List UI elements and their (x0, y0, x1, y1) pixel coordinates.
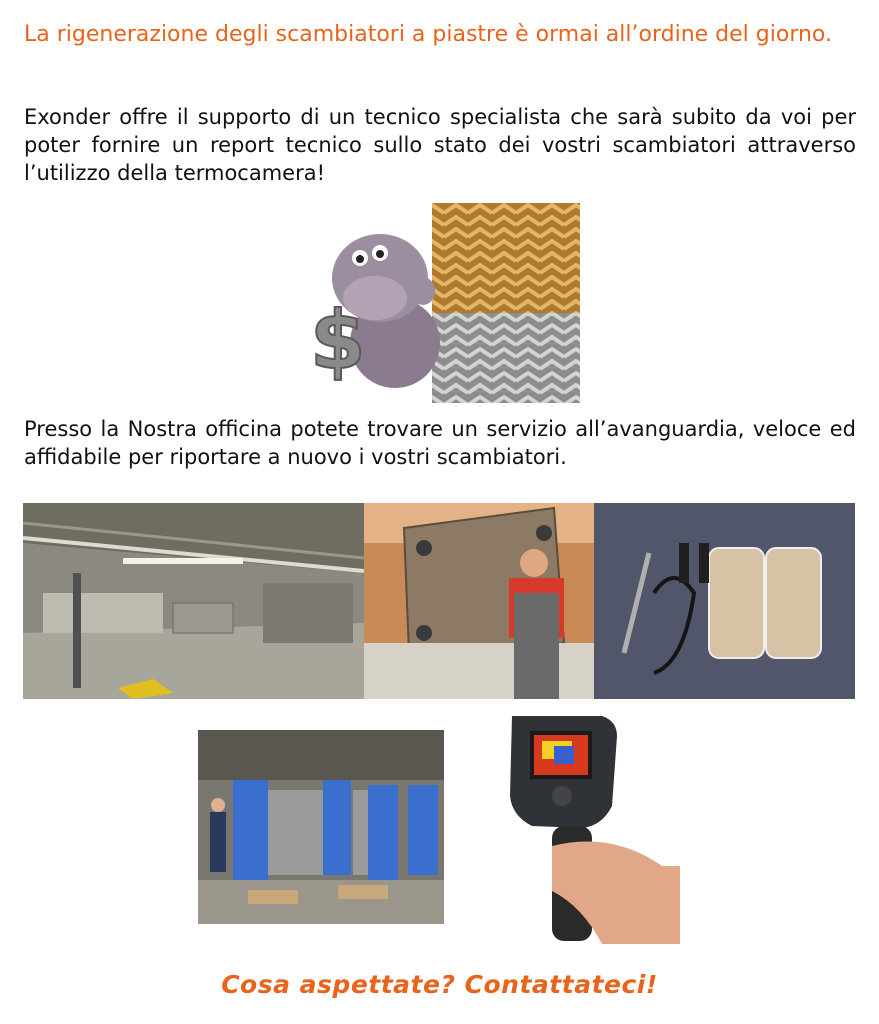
thermal-camera-image (492, 716, 680, 944)
headline: La rigenerazione degli scambiatori a piastre è ormai all’ordine del giorno. (24, 22, 832, 47)
hippo-dollar-plate-image (300, 203, 580, 403)
plates-gaskets-image (594, 503, 855, 699)
intro-paragraph: Exonder offre il supporto di un tecnico specialista che sarà subito da voi per poter fornire un report tecnico sullo stato dei vostri scambiatori attraverso l’utilizzo della termocamera! (24, 105, 856, 185)
call-to-action: Cosa aspettate? Contattateci! (221, 970, 658, 999)
service-paragraph: Presso la Nostra officina potete trovare un servizio all’avanguardia, veloce ed affidabile per riportare a nuovo i vostri scambiatori. (24, 417, 856, 469)
worker-plate-image (364, 503, 594, 699)
blue-exchangers-image (198, 730, 444, 924)
workshop-image (23, 503, 364, 699)
svg-text:$: $ (310, 294, 366, 387)
